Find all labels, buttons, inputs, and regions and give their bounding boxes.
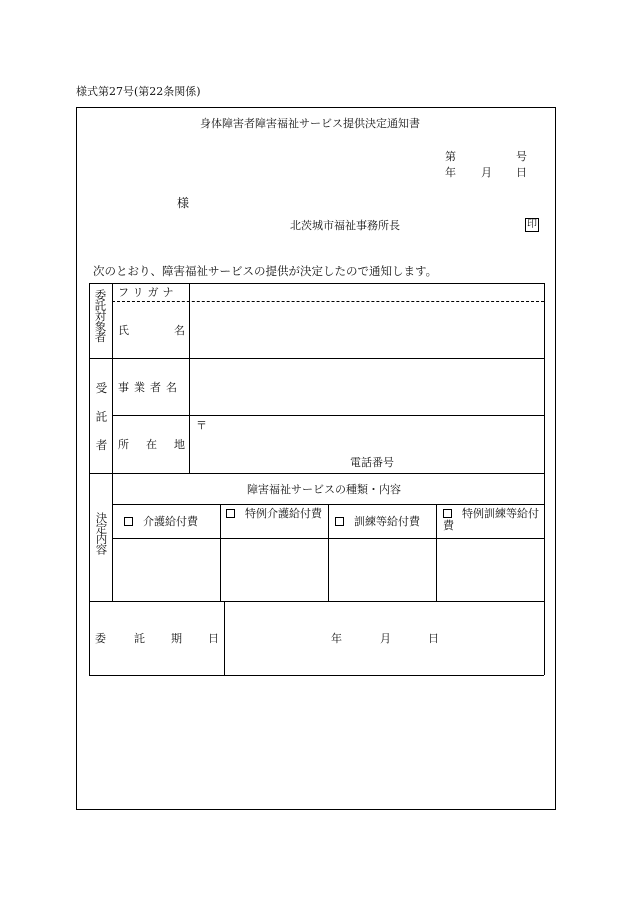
table-top-border (89, 283, 544, 284)
document-title: 身体障害者障害福祉サービス提供決定通知書 (200, 117, 420, 130)
form-frame (76, 107, 556, 810)
issuer-name: 北茨城市福祉事務所長 (290, 219, 400, 232)
name-label-second: 名 (174, 324, 185, 337)
field-label-divider (189, 283, 190, 473)
furigana-label: フリガナ (118, 286, 178, 299)
date-day: 日 (516, 166, 527, 179)
form-number: 様式第27号(第22条関係) (76, 85, 201, 98)
special-care-benefit-checkbox[interactable] (226, 509, 235, 518)
table-bottom-border (89, 675, 544, 676)
recipient-suffix: 様 (177, 196, 190, 210)
contractor-section-label: 受託者 (94, 382, 109, 468)
furigana-dashed-line (112, 301, 544, 302)
intro-text: 次のとおり、障害福祉サービスの提供が決定したので通知します。 (93, 264, 438, 278)
name-label-first: 氏 (118, 324, 129, 337)
period-label-char-2: 託 (134, 632, 145, 645)
address-label-third: 地 (174, 438, 185, 451)
option-special-care-benefit (226, 508, 326, 520)
option-divider-1 (220, 504, 221, 601)
date-month: 月 (481, 166, 492, 179)
seal-mark: 印 (527, 219, 537, 230)
care-benefit-label: 介護給付費 (143, 515, 198, 528)
period-label-char-4: 日 (208, 632, 219, 645)
subject-bottom-line (89, 358, 544, 359)
decision-section-label: 決定内容 (94, 512, 109, 554)
phone-label: 電話番号 (350, 456, 394, 469)
option-special-training-benefit (443, 508, 543, 532)
training-benefit-checkbox[interactable] (335, 517, 344, 526)
period-label-char-1: 委 (95, 632, 106, 645)
business-bottom-line (112, 415, 544, 416)
special-care-benefit-label: 特例介護給付費 (245, 507, 322, 520)
option-divider-2 (328, 504, 329, 601)
period-year: 年 (331, 632, 342, 645)
period-label-divider (224, 601, 225, 675)
decision-bottom-line (89, 601, 544, 602)
care-benefit-checkbox[interactable] (124, 517, 133, 526)
period-month: 月 (380, 632, 391, 645)
option-care-benefit (124, 516, 198, 527)
option-divider-3 (436, 504, 437, 601)
contractor-bottom-line (89, 473, 544, 474)
table-left-border (89, 283, 90, 675)
training-benefit-label: 訓練等給付費 (354, 515, 420, 528)
address-label-first: 所 (118, 438, 129, 451)
business-name-label: 事業者名 (118, 381, 182, 394)
ref-dai: 第 (445, 150, 456, 163)
option-training-benefit (335, 516, 420, 527)
period-day: 日 (428, 632, 439, 645)
postal-mark: 〒 (196, 419, 207, 432)
table-right-border (544, 283, 545, 675)
date-year: 年 (445, 166, 456, 179)
ref-go: 号 (516, 150, 527, 163)
address-label-second: 在 (146, 438, 157, 451)
service-type-header: 障害福祉サービスの種類・内容 (247, 483, 401, 496)
special-training-benefit-checkbox[interactable] (443, 509, 452, 518)
special-training-benefit-label: 特例訓練等給付費 (443, 507, 539, 532)
period-label-char-3: 期 (171, 632, 182, 645)
subject-section-label: 委託対象者 (93, 289, 108, 342)
section-label-divider (112, 283, 113, 601)
